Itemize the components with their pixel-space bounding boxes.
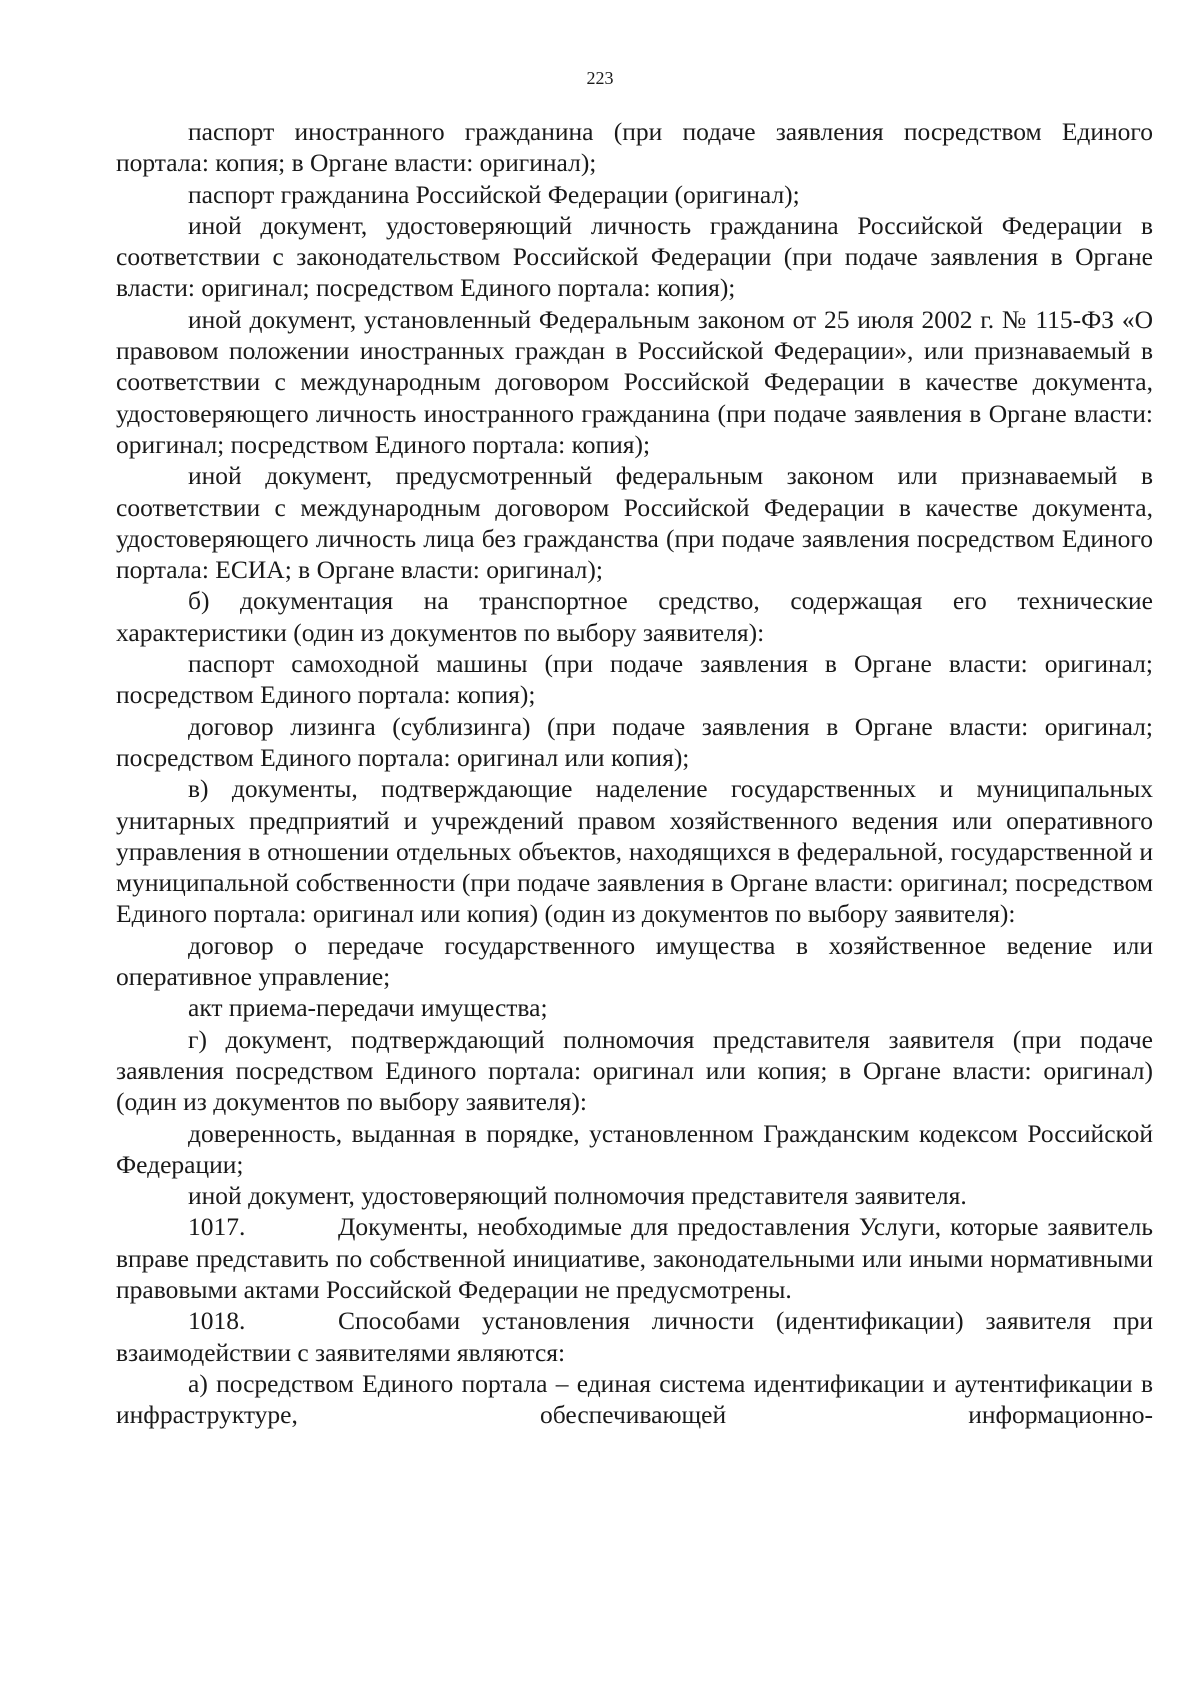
page-number: 223 <box>586 68 614 88</box>
paragraph: акт приема-передачи имущества; <box>188 993 548 1023</box>
paragraph: иной документ, удостоверяющий личность гражданина Российской Федерации в соответствии с законодательством Российской Федерации (при подаче заявления в Органе власти: оригинал; посредством Единого портала: копия); <box>116 210 1153 303</box>
numbered-paragraph <box>116 1211 1153 1305</box>
paragraph: иной документ, установленный Федеральным законом от 25 июля 2002 г. № 115-ФЗ «О правовом положении иностранных граждан в Российской Федерации», или признаваемый в соответствии с международным договором Российской Федерации в качестве документа, удостоверяющего личность иностранного гражданина (при подаче заявления в Органе власти: оригинал; посредством Единого портала: копия); <box>116 304 1153 459</box>
paragraph: б) документация на транспортное средство, содержащая его технические характеристики (один из документов по выбору заявителя): <box>116 586 1153 647</box>
paragraph-text: Способами установления личности (идентификации) заявителя при взаимодействии с заявителями являются: <box>116 1306 1153 1367</box>
paragraph: паспорт самоходной машины (при подаче заявления в Органе власти: оригинал; посредством Единого портала: копия); <box>116 649 1153 710</box>
paragraph-text: Документы, необходимые для предоставления Услуги, которые заявитель вправе представить по собственной инициативе, законодательными или иными нормативными правовыми актами Российской Федерации не предусмотрены. <box>116 1212 1153 1304</box>
paragraph: иной документ, удостоверяющий полномочия представителя заявителя. <box>188 1181 967 1211</box>
paragraph: а) посредством Единого портала – единая система идентификации и аутентификации в инфраструктуре, обеспечивающей информационно- <box>116 1368 1153 1430</box>
paragraph: договор лизинга (сублизинга) (при подаче заявления в Органе власти: оригинал; посредством Единого портала: оригинал или копия); <box>116 711 1153 772</box>
document-body <box>116 116 1153 1430</box>
paragraph: паспорт иностранного гражданина (при подаче заявления посредством Единого портала: копия; в Органе власти: оригинал); <box>116 117 1153 178</box>
paragraph: договор о передаче государственного имущества в хозяйственное ведение или оперативное управление; <box>116 930 1153 992</box>
paragraph: доверенность, выданная в порядке, установленном Гражданским кодексом Российской Федерации; <box>116 1118 1153 1179</box>
numbered-paragraph <box>116 1305 1153 1368</box>
paragraph: в) документы, подтверждающие наделение государственных и муниципальных унитарных предприятий и учреждений правом хозяйственного ведения или оперативного управления в отношении отдельных объектов, находящихся в федеральной, государственной и муниципальной собственности (при подаче заявления в Органе власти: оригинал; посредством Единого портала: оригинал или копия) (один из документов по выбору заявителя): <box>116 774 1153 929</box>
paragraph: г) документ, подтверждающий полномочия представителя заявителя (при подаче заявления посредством Единого портала: оригинал или копия; в Органе власти: оригинал) (один из документов по выбору заявителя): <box>116 1024 1153 1117</box>
paragraph: иной документ, предусмотренный федеральным законом или признаваемый в соответствии с международным договором Российской Федерации в качестве документа, удостоверяющего личность лица без гражданства (при подаче заявления посредством Единого портала: ЕСИА; в Органе власти: оригинал); <box>116 461 1153 585</box>
paragraph-number: 1017. <box>188 1212 246 1242</box>
paragraph: паспорт гражданина Российской Федерации (оригинал); <box>188 179 800 209</box>
paragraph-number: 1018. <box>188 1306 246 1336</box>
